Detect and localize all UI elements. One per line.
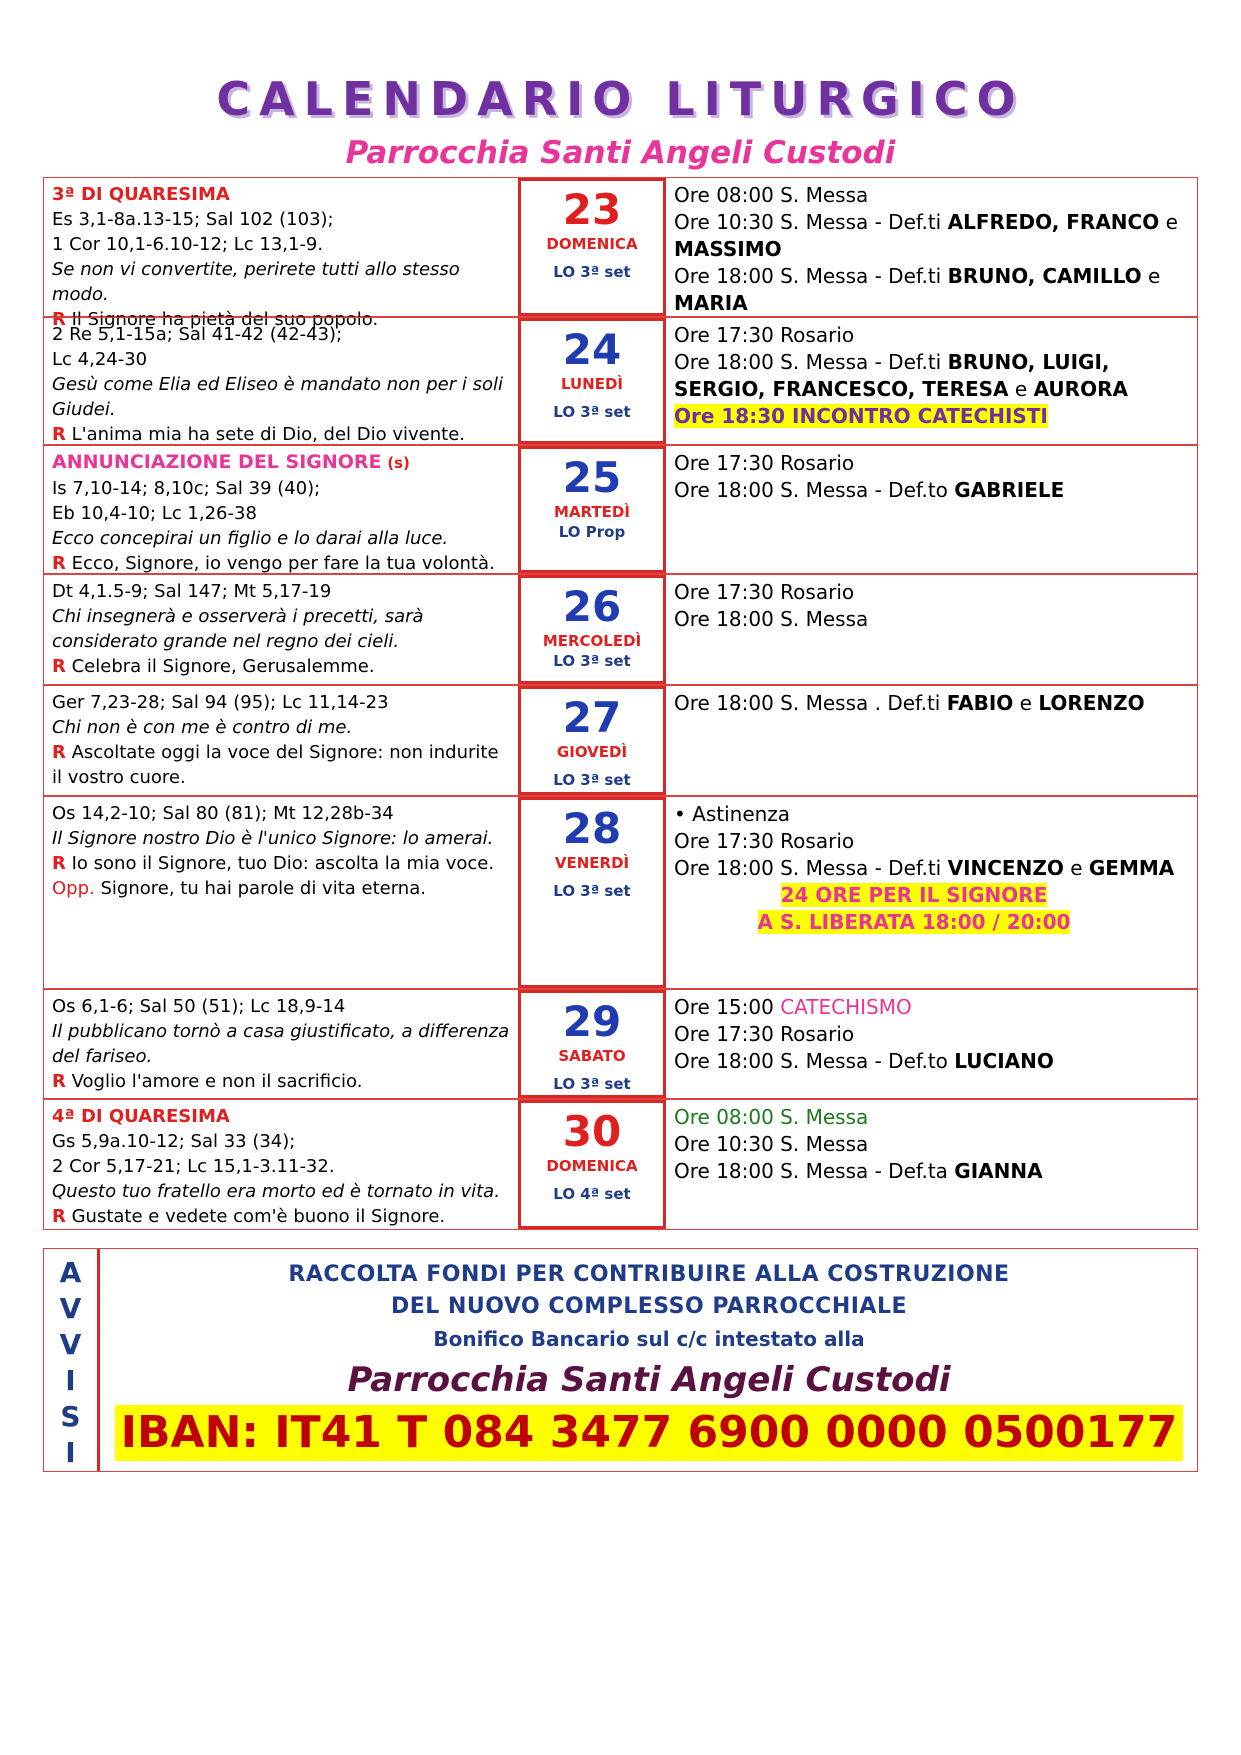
events-cell — [674, 690, 1194, 717]
reading-line: Es 3,1-8a.13-15; Sal 102 (103); — [52, 209, 334, 230]
deceased-names: GIANNA — [954, 1159, 1043, 1183]
response-label: R — [52, 1206, 66, 1227]
day-row — [43, 574, 1198, 685]
day-row — [43, 685, 1198, 796]
special-event: 24 ORE PER IL SIGNORE — [780, 883, 1048, 907]
response-label: R — [52, 424, 66, 445]
readings-cell — [52, 182, 514, 332]
readings-cell — [52, 322, 514, 447]
antiphon-line: Il pubblicano tornò a casa giustificato, a differenza del fariseo. — [52, 1021, 510, 1067]
deceased-names: MARIA — [674, 291, 748, 315]
mass-prefix: Ore 10:30 S. Messa - Def.ti — [674, 210, 948, 234]
reading-line: Is 7,10-14; 8,10c; Sal 39 (40); — [52, 478, 321, 499]
antiphon-line: Ecco concepirai un figlio e lo darai alla luce. — [52, 528, 449, 549]
day-name: LUNEDÌ — [560, 375, 624, 393]
response-line — [52, 1069, 514, 1094]
date-cell — [518, 446, 666, 573]
events-cell — [674, 801, 1194, 936]
deceased-names: BRUNO, CAMILLO — [947, 264, 1142, 288]
deceased-names: ALFREDO, FRANCO — [947, 210, 1160, 234]
day-name: MERCOLEDÌ — [542, 632, 642, 650]
mass-line — [674, 477, 1194, 504]
response-label: R — [52, 853, 66, 874]
response-label: R — [52, 742, 66, 763]
day-name: SABATO — [558, 1047, 626, 1065]
day-number: 25 — [562, 453, 622, 502]
response-text: L'anima mia ha sete di Dio, del Dio vivente. — [71, 424, 465, 445]
event-line: Ore 17:30 Rosario — [674, 1022, 855, 1046]
day-row — [43, 796, 1198, 989]
heading-text: 4ª DI QUARESIMA — [52, 1106, 230, 1127]
event-line: Ore 18:00 S. Messa — [674, 607, 869, 631]
antiphon-line: Chi insegnerà e osserverà i precetti, sarà considerato grande nel regno dei cieli. — [52, 606, 424, 652]
mass-line — [674, 209, 1194, 263]
avvisi-letter: A — [59, 1256, 82, 1289]
day-row — [43, 989, 1198, 1099]
page-subtitle: Parrocchia Santi Angeli Custodi — [345, 135, 896, 171]
response-text: Il Signore ha pietà del suo popolo. — [71, 309, 379, 330]
response-label: R — [52, 656, 66, 677]
avvisi-line-1: RACCOLTA FONDI PER CONTRIBUIRE ALLA COSTRUZIONE — [288, 1262, 1010, 1287]
mass-line — [674, 855, 1194, 882]
day-heading — [52, 1104, 514, 1129]
day-number: 24 — [562, 325, 622, 374]
deceased-names: FABIO — [946, 691, 1014, 715]
mass-conj: e — [1159, 210, 1178, 234]
date-cell — [518, 178, 666, 316]
avvisi-box — [43, 1248, 1198, 1472]
reading-line: 2 Cor 5,17-21; Lc 15,1-3.11-32. — [52, 1156, 335, 1177]
deceased-names: GEMMA — [1088, 856, 1175, 880]
avvisi-letter: I — [65, 1436, 76, 1469]
event-line: • Astinenza — [674, 802, 791, 826]
response-line — [52, 422, 514, 447]
mass-prefix: Ore 18:00 S. Messa - Def.ta — [674, 1159, 955, 1183]
reading-line: Os 14,2-10; Sal 80 (81); Mt 12,28b-34 — [52, 803, 394, 824]
reading-line: 1 Cor 10,1-6.10-12; Lc 13,1-9. — [52, 234, 324, 255]
response-label: R — [52, 553, 66, 574]
response-text: Celebra il Signore, Gerusalemme. — [71, 656, 375, 677]
deceased-names: LORENZO — [1038, 691, 1145, 715]
mass-line — [674, 690, 1194, 717]
avvisi-letter: V — [59, 1292, 82, 1325]
mass-prefix: Ore 18:00 S. Messa - Def.to — [674, 1049, 955, 1073]
readings-cell — [52, 994, 514, 1094]
day-heading — [52, 182, 514, 207]
day-name: DOMENICA — [546, 235, 638, 253]
mass-conj: e — [1013, 691, 1039, 715]
deceased-names: BRUNO, LUIGI, SERGIO, FRANCESCO, TERESA — [674, 350, 1110, 401]
event-line: Ore 08:00 S. Messa — [674, 183, 869, 207]
liturgy-of-hours: LO 3ª set — [553, 771, 631, 789]
readings-cell — [52, 450, 514, 576]
deceased-names: MASSIMO — [674, 237, 782, 261]
avvisi-line-3: Bonifico Bancario sul c/c intestato alla — [433, 1327, 865, 1351]
response-text: Gustate e vedete com'è buono il Signore. — [71, 1206, 446, 1227]
date-cell — [518, 575, 666, 684]
event-line: Ore 17:30 Rosario — [674, 451, 855, 475]
opp-line — [52, 876, 514, 901]
deceased-names: AURORA — [1033, 377, 1128, 401]
reading-line: Os 6,1-6; Sal 50 (51); Lc 18,9-14 — [52, 996, 346, 1017]
highlight-line — [674, 403, 1194, 430]
antiphon-line: Chi non è con me è contro di me. — [52, 717, 353, 738]
avvisi-letter: I — [65, 1364, 76, 1397]
antiphon-line: Gesù come Elia ed Eliseo è mandato non per i soli Giudei. — [52, 374, 503, 420]
special-event-line — [674, 882, 1154, 909]
response-text: Ecco, Signore, io vengo per fare la tua volontà. — [71, 553, 495, 574]
mass-prefix: Ore 18:00 S. Messa - Def.ti — [674, 350, 948, 374]
response-line — [52, 851, 514, 876]
day-number: 28 — [562, 804, 622, 853]
mass-line — [674, 1158, 1194, 1185]
deceased-names: GABRIELE — [954, 478, 1065, 502]
events-cell — [674, 994, 1194, 1075]
day-name: GIOVEDÌ — [556, 743, 628, 761]
page-title: CALENDARIO LITURGICO — [216, 72, 1025, 126]
reading-line: Ger 7,23-28; Sal 94 (95); Lc 11,14-23 — [52, 692, 389, 713]
day-number: 26 — [562, 582, 622, 631]
catechists-meeting: Ore 18:30 INCONTRO CATECHISTI — [674, 404, 1048, 428]
response-label: R — [52, 1071, 66, 1092]
special-event-line — [674, 909, 1154, 936]
mass-conj: e — [1141, 264, 1161, 288]
liturgy-of-hours: LO 4ª set — [553, 1185, 631, 1203]
date-cell — [518, 318, 666, 444]
day-number: 29 — [562, 997, 622, 1046]
opp-text: Signore, tu hai parole di vita eterna. — [100, 878, 426, 899]
event-line: Ore 17:30 Rosario — [674, 580, 855, 604]
event-line: Ore 08:00 S. Messa — [674, 1105, 869, 1129]
mass-prefix: Ore 18:00 S. Messa - Def.ti — [674, 856, 948, 880]
response-line — [52, 551, 514, 576]
date-cell — [518, 686, 666, 795]
mass-line — [674, 1048, 1194, 1075]
deceased-names: LUCIANO — [954, 1049, 1054, 1073]
events-cell — [674, 579, 1194, 633]
readings-cell — [52, 1104, 514, 1229]
events-cell — [674, 1104, 1194, 1185]
avvisi-letter: V — [59, 1328, 82, 1361]
date-cell — [518, 990, 666, 1098]
reading-line: Lc 4,24-30 — [52, 349, 148, 370]
reading-line: Eb 10,4-10; Lc 1,26-38 — [52, 503, 257, 524]
day-row — [43, 317, 1198, 445]
catechism-label: CATECHISMO — [780, 995, 912, 1019]
readings-cell — [52, 579, 514, 679]
avvisi-letter: S — [60, 1400, 81, 1433]
opp-label: Opp. — [52, 878, 95, 899]
iban-text: IBAN: IT41 T 084 3477 6900 0000 0500177 — [115, 1405, 1184, 1461]
event-line: Ore 17:30 Rosario — [674, 829, 855, 853]
liturgy-of-hours: LO 3ª set — [553, 652, 631, 670]
readings-cell — [52, 690, 514, 790]
event-time: Ore 15:00 — [674, 995, 781, 1019]
mass-prefix: Ore 18:00 S. Messa . Def.ti — [674, 691, 947, 715]
mass-conj: e — [1063, 856, 1089, 880]
date-cell — [518, 1100, 666, 1229]
heading-text: 3ª DI QUARESIMA — [52, 184, 230, 205]
date-cell — [518, 797, 666, 988]
day-row — [43, 445, 1198, 574]
liturgy-of-hours: LO Prop — [558, 523, 626, 541]
readings-cell — [52, 801, 514, 901]
events-cell — [674, 450, 1194, 504]
mass-conj: e — [1008, 377, 1034, 401]
liturgy-of-hours: LO 3ª set — [553, 403, 631, 421]
avvisi-line-2: DEL NUOVO COMPLESSO PARROCCHIALE — [390, 1294, 907, 1319]
events-cell — [674, 182, 1194, 317]
events-cell — [674, 322, 1194, 430]
response-label: R — [52, 309, 66, 330]
reading-line: Gs 5,9a.10-12; Sal 33 (34); — [52, 1131, 296, 1152]
response-text: Voglio l'amore e non il sacrificio. — [71, 1071, 363, 1092]
response-line — [52, 654, 514, 679]
day-name: MARTEDÌ — [554, 503, 630, 521]
day-heading — [52, 450, 514, 476]
day-row — [43, 177, 1198, 330]
day-number: 30 — [562, 1107, 622, 1156]
reading-line: 2 Re 5,1-15a; Sal 41-42 (42-43); — [52, 324, 343, 345]
heading-tag: (s) — [387, 454, 410, 472]
day-name: VENERDÌ — [554, 854, 630, 872]
avvisi-parish: Parrocchia Santi Angeli Custodi — [347, 1360, 951, 1400]
response-text: Ascoltate oggi la voce del Signore: non indurite il vostro cuore. — [52, 742, 499, 788]
day-number: 27 — [562, 693, 622, 742]
response-text: Io sono il Signore, tuo Dio: ascolta la mia voce. — [71, 853, 495, 874]
mass-line — [674, 263, 1194, 317]
mass-prefix: Ore 18:00 S. Messa - Def.ti — [674, 264, 948, 288]
event-line: Ore 10:30 S. Messa — [674, 1132, 869, 1156]
liturgy-of-hours: LO 3ª set — [553, 882, 631, 900]
deceased-names: VINCENZO — [947, 856, 1064, 880]
antiphon-line: Se non vi convertite, perirete tutti allo stesso modo. — [52, 259, 460, 305]
antiphon-line: Il Signore nostro Dio è l'unico Signore: lo amerai. — [52, 828, 494, 849]
day-row — [43, 1099, 1198, 1230]
day-name: DOMENICA — [546, 1157, 638, 1175]
avvisi-content — [104, 1259, 1194, 1461]
antiphon-line: Questo tuo fratello era morto ed è tornato in vita. — [52, 1181, 500, 1202]
event-line: Ore 17:30 Rosario — [674, 323, 855, 347]
mass-prefix: Ore 18:00 S. Messa - Def.to — [674, 478, 955, 502]
heading-text: ANNUNCIAZIONE DEL SIGNORE — [52, 451, 382, 473]
event-line — [674, 994, 1194, 1021]
response-line — [52, 1204, 514, 1229]
liturgy-of-hours: LO 3ª set — [553, 1075, 631, 1093]
mass-line — [674, 349, 1194, 403]
day-number: 23 — [562, 185, 622, 234]
avvisi-label — [44, 1249, 100, 1471]
special-event: A S. LIBERATA 18:00 / 20:00 — [757, 910, 1071, 934]
reading-line: Dt 4,1.5-9; Sal 147; Mt 5,17-19 — [52, 581, 332, 602]
response-line — [52, 740, 514, 790]
liturgy-of-hours: LO 3ª set — [553, 263, 631, 281]
